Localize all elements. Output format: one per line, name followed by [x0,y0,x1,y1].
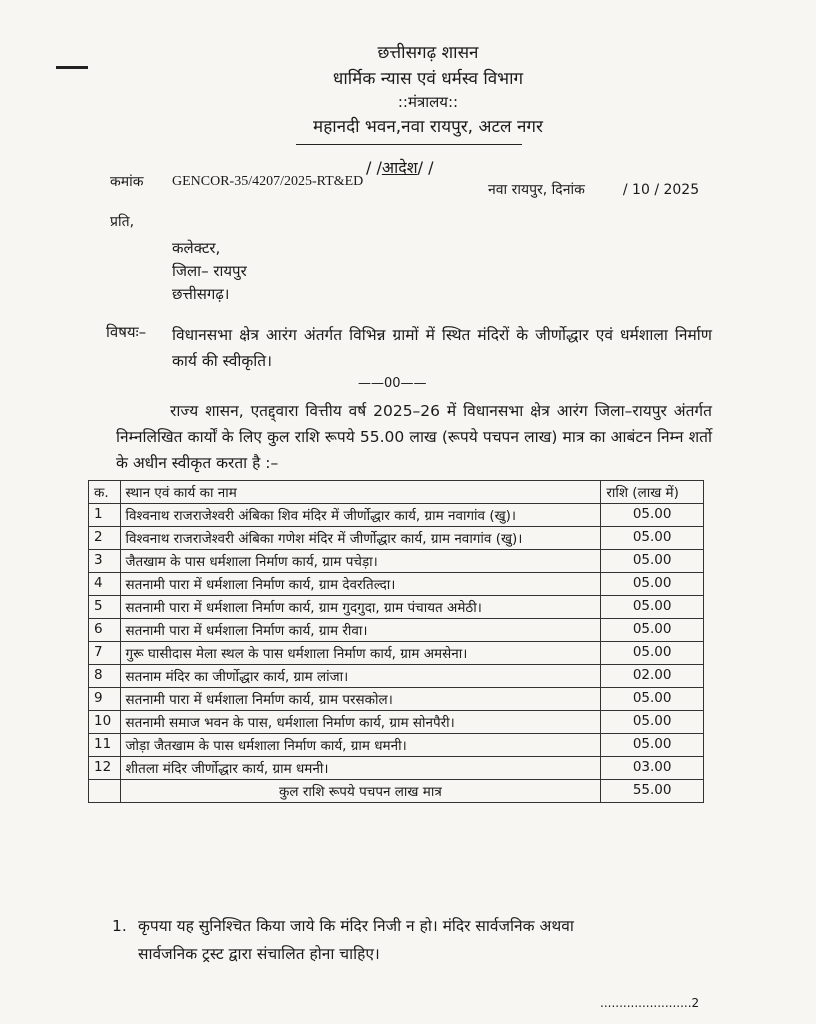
works-table [88,480,704,803]
row-serial: 11 [89,734,121,757]
department-name: धार्मिक न्यास एवं धर्मस्व विभाग [332,69,524,89]
row-amount: 03.00 [601,757,704,780]
date-value: / 10 / 2025 [622,182,700,198]
row-amount: 05.00 [601,573,704,596]
subject-text: विधानसभा क्षेत्र आरंग अंतर्गत विभिन्न ग्रामों में स्थित मंदिरों के जीर्णोद्धार एवं धर्मशाला निर्माण कार्य की स्वीकृति। [172,326,712,370]
table-row [89,688,704,711]
to-label: प्रति, [110,214,135,230]
separator: ——00—— [358,376,427,391]
row-serial: 4 [89,573,121,596]
govt-name: छत्तीसगढ़ शासन [377,43,479,63]
row-work-name: विश्वनाथ राजराजेश्वरी अंबिका गणेश मंदिर में जीर्णोद्धार कार्य, ग्राम नवागांव (खु)। [120,527,601,550]
total-amount: 55.00 [601,780,704,803]
condition-text-line1: कृपया यह सुनिश्चित किया जाये कि मंदिर निजी न हो। मंदिर सार्वजनिक अथवा [138,917,574,935]
row-work-name: सतनामी समाज भवन के पास, धर्मशाला निर्माण कार्य, ग्राम सोनपैरी। [120,711,601,734]
table-row [89,734,704,757]
table-row [89,757,704,780]
row-serial: 7 [89,642,121,665]
row-amount: 05.00 [601,596,704,619]
row-work-name: सतनामी पारा में धर्मशाला निर्माण कार्य, ग्राम परसकोल। [120,688,601,711]
row-work-name: जोड़ा जैतखाम के पास धर्मशाला निर्माण कार्य, ग्राम धमनी। [120,734,601,757]
row-work-name: शीतला मंदिर जीर्णोद्धार कार्य, ग्राम धमनी। [120,757,601,780]
order-left: / / [366,158,382,177]
row-work-name: सतनामी पारा में धर्मशाला निर्माण कार्य, ग्राम रीवा। [120,619,601,642]
order-title [366,156,433,178]
office-address: महानदी भवन,नवा रायपुर, अटल नगर [313,117,543,137]
row-amount: 05.00 [601,642,704,665]
header-work-name: स्थान एवं कार्य का नाम [120,481,601,504]
order-word: आदेश [381,158,418,177]
total-label: कुल राशि रूपये पचपन लाख मात्र [120,780,601,803]
row-amount: 05.00 [601,619,704,642]
row-work-name: सतनामी पारा में धर्मशाला निर्माण कार्य, ग्राम देवरतिल्दा। [120,573,601,596]
addressee-line2: जिला– रायपुर [172,262,247,280]
reference-number: GENCOR-35/4207/2025-RT&ED [172,174,364,189]
addressee-line3: छत्तीसगढ़। [172,285,230,303]
row-work-name: गुरू घासीदास मेला स्थल के पास धर्मशाला निर्माण कार्य, ग्राम अमसेना। [120,642,601,665]
body-paragraph-text: राज्य शासन, एतद्द्वारा वित्तीय वर्ष 2025–26 में विधानसभा क्षेत्र आरंग जिला–रायपुर अंतर्गत निम्नलिखित कार्यों के लिए कुल राशि रूपये 55.00 लाख (रूपये पचपन लाख) मात्र का आबंटन निम्न शर्तो के अधीन स्वीकृत करता है :– [116,402,712,472]
row-amount: 05.00 [601,550,704,573]
row-serial: 3 [89,550,121,573]
table-row [89,711,704,734]
addressee-line1: कलेक्टर, [172,239,221,257]
place-date [488,180,699,199]
header-amount: राशि (लाख में) [601,481,704,504]
table-total-row [89,780,704,803]
table-row [89,619,704,642]
row-work-name: जैतखाम के पास धर्मशाला निर्माण कार्य, ग्राम पचेड़ा। [120,550,601,573]
row-serial: 5 [89,596,121,619]
table-row [89,504,704,527]
subject-label: विषयः– [106,323,147,341]
row-serial: 12 [89,757,121,780]
row-serial: 6 [89,619,121,642]
place-date-label: नवा रायपुर, दिनांक [488,182,585,198]
ministry-label: ::मंत्रालय:: [397,93,459,111]
row-amount: 05.00 [601,734,704,757]
total-serial-cell [89,780,121,803]
header-divider [296,144,522,145]
table-row [89,527,704,550]
table-row [89,596,704,619]
condition-number: 1. [112,917,127,935]
table-row [89,573,704,596]
table-header-row [89,481,704,504]
row-serial: 9 [89,688,121,711]
row-serial: 2 [89,527,121,550]
row-serial: 8 [89,665,121,688]
row-amount: 05.00 [601,711,704,734]
row-amount: 05.00 [601,527,704,550]
order-right: / / [417,158,434,177]
row-amount: 05.00 [601,688,704,711]
row-amount: 05.00 [601,504,704,527]
reference-label: कमांक [110,174,144,190]
condition-text-line2: सार्वजनिक ट्रस्ट द्वारा संचालित होना चाहिए। [138,945,380,963]
body-paragraph [116,398,712,476]
row-work-name: सतनाम मंदिर का जीर्णोद्धार कार्य, ग्राम लांजा। [120,665,601,688]
page-continuation: ........................2 [600,996,700,1010]
table-row [89,665,704,688]
table-row [89,550,704,573]
header-serial: क. [89,481,121,504]
table-row [89,642,704,665]
row-serial: 10 [89,711,121,734]
row-amount: 02.00 [601,665,704,688]
table-body [89,504,704,780]
condition-1 [112,912,712,968]
row-work-name: सतनामी पारा में धर्मशाला निर्माण कार्य, ग्राम गुदगुदा, ग्राम पंचायत अमेठी। [120,596,601,619]
row-serial: 1 [89,504,121,527]
row-work-name: विश्वनाथ राजराजेश्वरी अंबिका शिव मंदिर में जीर्णोद्धार कार्य, ग्राम नवागांव (खु)। [120,504,601,527]
